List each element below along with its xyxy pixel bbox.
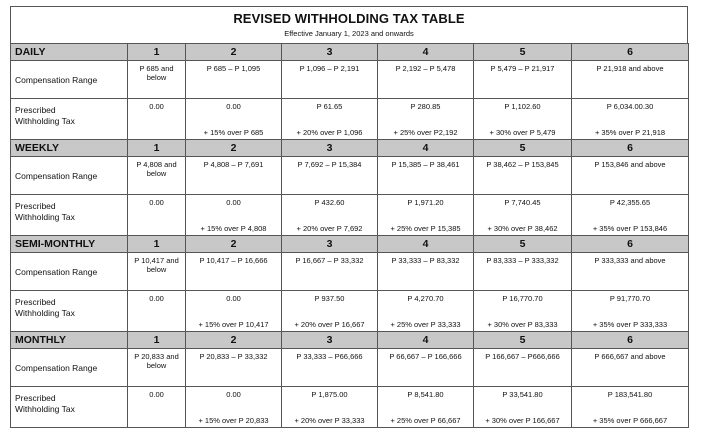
table-header [10, 6, 688, 43]
prescribed-tax-cell [572, 291, 689, 332]
bracket-number: 1 [128, 140, 186, 157]
tax-excess-rate: + 20% over P 16,667 [294, 320, 365, 329]
bracket-number: 4 [378, 140, 474, 157]
section-header-row [11, 236, 689, 253]
tax-base-amount: P 8,541.80 [407, 390, 444, 399]
prescribed-tax-cell [282, 291, 378, 332]
compensation-range-label: Compensation Range [11, 349, 128, 387]
tax-base-amount: P 1,971.20 [407, 198, 444, 207]
tax-base-amount: P 1,102.60 [504, 102, 541, 111]
bracket-number: 4 [378, 332, 474, 349]
tax-base-amount: 0.00 [149, 390, 164, 399]
compensation-range-cell: P 153,846 and above [572, 157, 689, 195]
tax-base-amount: P 7,740.45 [504, 198, 541, 207]
bracket-number: 5 [474, 44, 572, 61]
tax-base-amount: P 432.60 [314, 198, 345, 207]
tax-excess-rate: + 20% over P 7,692 [296, 224, 363, 233]
prescribed-tax-cell [128, 195, 186, 236]
bracket-number: 1 [128, 44, 186, 61]
tax-base-amount: 0.00 [226, 390, 241, 399]
prescribed-label-line1: Prescribed [15, 201, 56, 211]
tax-base-amount: P 1,875.00 [311, 390, 348, 399]
prescribed-label-line1: Prescribed [15, 105, 56, 115]
compensation-range-row [11, 253, 689, 291]
tax-base-amount: P 280.85 [410, 102, 441, 111]
tax-base-amount: 0.00 [226, 198, 241, 207]
prescribed-tax-cell [282, 195, 378, 236]
prescribed-tax-cell [186, 291, 282, 332]
tax-base-amount: 0.00 [149, 294, 164, 303]
compensation-range-row [11, 349, 689, 387]
compensation-range-label: Compensation Range [11, 253, 128, 291]
prescribed-tax-label [11, 291, 128, 332]
section-header-row [11, 44, 689, 61]
bracket-number: 6 [572, 140, 689, 157]
compensation-range-cell: P 38,462 – P 153,845 [474, 157, 572, 195]
prescribed-tax-cell [474, 387, 572, 428]
tax-base-amount: P 16,770.70 [502, 294, 543, 303]
bracket-number: 3 [282, 332, 378, 349]
section-name: MONTHLY [11, 332, 128, 349]
prescribed-tax-cell [474, 291, 572, 332]
bracket-number: 3 [282, 44, 378, 61]
bracket-number: 3 [282, 236, 378, 253]
tax-excess-rate: + 25% over P 66,667 [390, 416, 461, 425]
tax-excess-rate: + 35% over P 666,667 [592, 416, 668, 425]
bracket-number: 5 [474, 236, 572, 253]
compensation-range-cell: P 666,667 and above [572, 349, 689, 387]
tax-base-amount: P 61.65 [316, 102, 343, 111]
tax-excess-rate: + 30% over P 38,462 [487, 224, 558, 233]
compensation-range-cell: P 20,833 – P 33,332 [186, 349, 282, 387]
bracket-number: 6 [572, 332, 689, 349]
prescribed-tax-cell [572, 99, 689, 140]
bracket-number: 4 [378, 44, 474, 61]
tax-excess-rate: + 25% over P 15,385 [390, 224, 461, 233]
bracket-number: 2 [186, 140, 282, 157]
tax-base-amount: 0.00 [149, 102, 164, 111]
compensation-range-row [11, 157, 689, 195]
prescribed-tax-label [11, 195, 128, 236]
compensation-range-cell: P 83,333 – P 333,332 [474, 253, 572, 291]
tax-base-amount: P 183,541.80 [607, 390, 653, 399]
prescribed-tax-row [11, 195, 689, 236]
table-title: REVISED WITHHOLDING TAX TABLE [233, 11, 465, 26]
prescribed-tax-row [11, 291, 689, 332]
tax-excess-rate: + 35% over P 21,918 [594, 128, 666, 137]
compensation-range-cell: P 20,833 and below [128, 349, 186, 387]
tax-table-document [10, 6, 688, 428]
bracket-number: 6 [572, 44, 689, 61]
section-name: SEMI-MONTHLY [11, 236, 128, 253]
compensation-range-cell: P 10,417 and below [128, 253, 186, 291]
compensation-range-cell: P 21,918 and above [572, 61, 689, 99]
bracket-number: 1 [128, 332, 186, 349]
compensation-range-cell: P 5,479 – P 21,917 [474, 61, 572, 99]
bracket-number: 3 [282, 140, 378, 157]
prescribed-tax-cell [474, 99, 572, 140]
compensation-range-cell: P 16,667 – P 33,332 [282, 253, 378, 291]
compensation-range-cell: P 1,096 – P 2,191 [282, 61, 378, 99]
compensation-range-cell: P 33,333 – P66,666 [282, 349, 378, 387]
prescribed-tax-cell [186, 99, 282, 140]
bracket-number: 4 [378, 236, 474, 253]
tax-base-amount: P 91,770.70 [609, 294, 651, 303]
tax-excess-rate: + 15% over P 20,833 [198, 416, 269, 425]
compensation-range-label: Compensation Range [11, 157, 128, 195]
compensation-range-cell: P 66,667 – P 166,666 [378, 349, 474, 387]
prescribed-label-line2: Withholding Tax [15, 116, 75, 126]
tax-excess-rate: + 20% over P 1,096 [296, 128, 363, 137]
bracket-number: 1 [128, 236, 186, 253]
bracket-number: 5 [474, 332, 572, 349]
section-name: DAILY [11, 44, 128, 61]
prescribed-tax-cell [186, 195, 282, 236]
bracket-number: 2 [186, 236, 282, 253]
tax-excess-rate: + 15% over P 10,417 [198, 320, 269, 329]
tax-base-amount: 0.00 [149, 198, 164, 207]
tax-excess-rate: + 30% over P 83,333 [487, 320, 558, 329]
prescribed-label-line2: Withholding Tax [15, 308, 75, 318]
tax-base-amount: P 33,541.80 [502, 390, 543, 399]
tax-excess-rate: + 35% over P 333,333 [592, 320, 668, 329]
bracket-number: 2 [186, 44, 282, 61]
prescribed-tax-cell [128, 291, 186, 332]
prescribed-tax-cell [572, 387, 689, 428]
compensation-range-cell: P 4,808 and below [128, 157, 186, 195]
tax-excess-rate: + 25% over P2,192 [393, 128, 458, 137]
compensation-range-cell: P 2,192 – P 5,478 [378, 61, 474, 99]
prescribed-label-line1: Prescribed [15, 393, 56, 403]
prescribed-tax-cell [474, 195, 572, 236]
tax-base-amount: P 4,270.70 [407, 294, 444, 303]
tax-base-amount: P 937.50 [314, 294, 345, 303]
prescribed-tax-cell [128, 99, 186, 140]
compensation-range-cell: P 685 – P 1,095 [186, 61, 282, 99]
prescribed-tax-cell [572, 195, 689, 236]
tax-excess-rate: + 25% over P 33,333 [390, 320, 461, 329]
prescribed-tax-cell [378, 387, 474, 428]
section-name: WEEKLY [11, 140, 128, 157]
bracket-number: 6 [572, 236, 689, 253]
compensation-range-cell: P 15,385 – P 38,461 [378, 157, 474, 195]
prescribed-tax-cell [128, 387, 186, 428]
prescribed-tax-row [11, 387, 689, 428]
prescribed-tax-row [11, 99, 689, 140]
prescribed-tax-cell [378, 195, 474, 236]
compensation-range-cell: P 7,692 – P 15,384 [282, 157, 378, 195]
prescribed-label-line2: Withholding Tax [15, 212, 75, 222]
prescribed-tax-cell [186, 387, 282, 428]
tax-excess-rate: + 20% over P 33,333 [294, 416, 365, 425]
prescribed-tax-label [11, 99, 128, 140]
section-header-row [11, 332, 689, 349]
tax-excess-rate: + 30% over P 166,667 [485, 416, 560, 425]
tax-excess-rate: + 35% over P 153,846 [592, 224, 668, 233]
prescribed-tax-cell [378, 291, 474, 332]
compensation-range-cell: P 166,667 – P666,666 [474, 349, 572, 387]
tax-base-amount: P 42,355.65 [609, 198, 651, 207]
compensation-range-cell: P 685 and below [128, 61, 186, 99]
tax-excess-rate: + 15% over P 685 [203, 128, 264, 137]
compensation-range-cell: P 333,333 and above [572, 253, 689, 291]
compensation-range-cell: P 33,333 – P 83,332 [378, 253, 474, 291]
bracket-number: 5 [474, 140, 572, 157]
prescribed-tax-label [11, 387, 128, 428]
compensation-range-label: Compensation Range [11, 61, 128, 99]
compensation-range-cell: P 4,808 – P 7,691 [186, 157, 282, 195]
section-header-row [11, 140, 689, 157]
prescribed-tax-cell [378, 99, 474, 140]
tax-excess-rate: + 30% over P 5,479 [489, 128, 556, 137]
prescribed-label-line2: Withholding Tax [15, 404, 75, 414]
tax-base-amount: 0.00 [226, 102, 241, 111]
withholding-tax-table [10, 43, 689, 428]
tax-base-amount: 0.00 [226, 294, 241, 303]
prescribed-tax-cell [282, 99, 378, 140]
bracket-number: 2 [186, 332, 282, 349]
table-subtitle: Effective January 1, 2023 and onwards [284, 29, 414, 38]
compensation-range-row [11, 61, 689, 99]
prescribed-label-line1: Prescribed [15, 297, 56, 307]
tax-base-amount: P 6,034.00.30 [606, 102, 654, 111]
compensation-range-cell: P 10,417 – P 16,666 [186, 253, 282, 291]
tax-excess-rate: + 15% over P 4,808 [200, 224, 267, 233]
prescribed-tax-cell [282, 387, 378, 428]
